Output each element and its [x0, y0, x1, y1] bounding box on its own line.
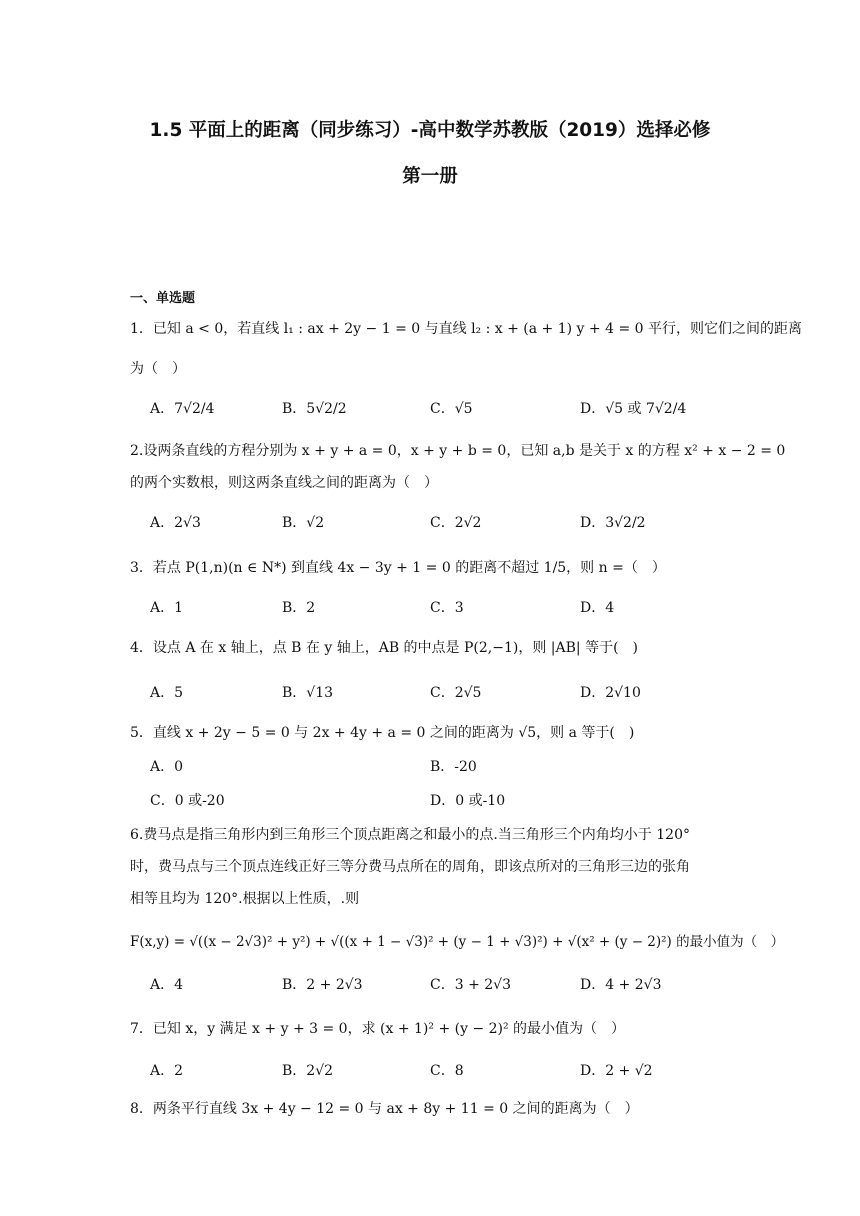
question-6-option-a: A．4 — [150, 977, 184, 993]
question-3-option-c: C．3 — [430, 600, 464, 616]
question-6-option-b: B．2 + 2√3 — [282, 977, 363, 993]
question-6-text: 6.费马点是指三角形内到三角形三个顶点距离之和最小的点.当三角形三个内角均小于 120° — [130, 827, 690, 843]
question-5-option-b: B．-20 — [430, 759, 477, 775]
question-7-option-d: D．2 + √2 — [580, 1063, 653, 1079]
question-2-option-d: D．3√2/2 — [580, 515, 646, 531]
question-1-continued: 为（ ） — [130, 361, 186, 377]
section-heading: 一、单选题 — [130, 291, 196, 306]
question-3-option-a: A．1 — [150, 600, 184, 616]
question-6-option-d: D．4 + 2√3 — [580, 977, 662, 993]
question-2-text: 2.设两条直线的方程分别为 x + y + a = 0，x + y + b = 0，已知 a,b 是关于 x 的方程 x² + x − 2 = 0 — [130, 443, 786, 459]
question-5-option-c: C．0 或-20 — [150, 793, 225, 809]
question-6-continued-1: 时，费马点与三个顶点连线正好三等分费马点所在的周角，即该点所对的三角形三边的张角 — [130, 859, 690, 875]
question-7-option-a: A．2 — [150, 1063, 184, 1079]
question-1-option-c: C．√5 — [430, 401, 473, 417]
question-1-text: 1．已知 a < 0，若直线 l₁ : ax + 2y − 1 = 0 与直线 l₂ : x + (a + 1) y + 4 = 0 平行，则它们之间的距离 — [130, 321, 802, 337]
question-1-option-d: D．√5 或 7√2/4 — [580, 401, 687, 417]
question-3-option-d: D．4 — [580, 600, 615, 616]
question-4-option-d: D．2√10 — [580, 685, 641, 701]
question-2-continued: 的两个实数根，则这两条直线之间的距离为（ ） — [130, 475, 438, 491]
question-4-option-c: C．2√5 — [430, 685, 482, 701]
document-title-line2: 第一册 — [402, 166, 458, 187]
question-2-option-a: A．2√3 — [150, 515, 201, 531]
question-6-option-c: C．3 + 2√3 — [430, 977, 511, 993]
question-1 — [130, 318, 802, 338]
question-5-option-d: D．0 或-10 — [430, 793, 506, 809]
question-6-continued-2: 相等且均为 120°.根据以上性质，.则 — [130, 891, 360, 907]
question-5-option-a: A．0 — [150, 759, 184, 775]
question-6-formula: F(x,y) = √((x − 2√3)² + y²) + √((x + 1 − √3)² + (y − 1 + √3)²) + √(x² + (y − 2)²) 的最小值为（ ） — [130, 934, 785, 950]
question-3-option-b: B．2 — [282, 600, 316, 616]
question-7-text: 7．已知 x，y 满足 x + y + 3 = 0，求 (x + 1)² + (y − 2)² 的最小值为（ ） — [130, 1021, 626, 1037]
question-7-option-c: C．8 — [430, 1063, 464, 1079]
question-8-text: 8．两条平行直线 3x + 4y − 12 = 0 与 ax + 8y + 11 = 0 之间的距离为（ ） — [130, 1101, 639, 1117]
question-4-option-a: A．5 — [150, 685, 184, 701]
question-4-option-b: B．√13 — [282, 685, 334, 701]
question-7-option-b: B．2√2 — [282, 1063, 334, 1079]
question-3-text: 3．若点 P(1,n)(n ∈ N*) 到直线 4x − 3y + 1 = 0 的距离不超过 1/5，则 n =（ ） — [130, 560, 666, 576]
question-1-option-a: A．7√2/4 — [150, 401, 215, 417]
question-4-text: 4．设点 A 在 x 轴上，点 B 在 y 轴上，AB 的中点是 P(2,−1)，则 |AB| 等于( ) — [130, 640, 639, 656]
question-2-option-c: C．2√2 — [430, 515, 482, 531]
document-title-line1: 1.5 平面上的距离（同步练习）-高中数学苏教版（2019）选择必修 — [149, 120, 711, 141]
question-1-option-b: B．5√2/2 — [282, 401, 347, 417]
question-5-text: 5．直线 x + 2y − 5 = 0 与 2x + 4y + a = 0 之间的距离为 √5，则 a 等于( ) — [130, 725, 635, 741]
question-2-option-b: B．√2 — [282, 515, 325, 531]
